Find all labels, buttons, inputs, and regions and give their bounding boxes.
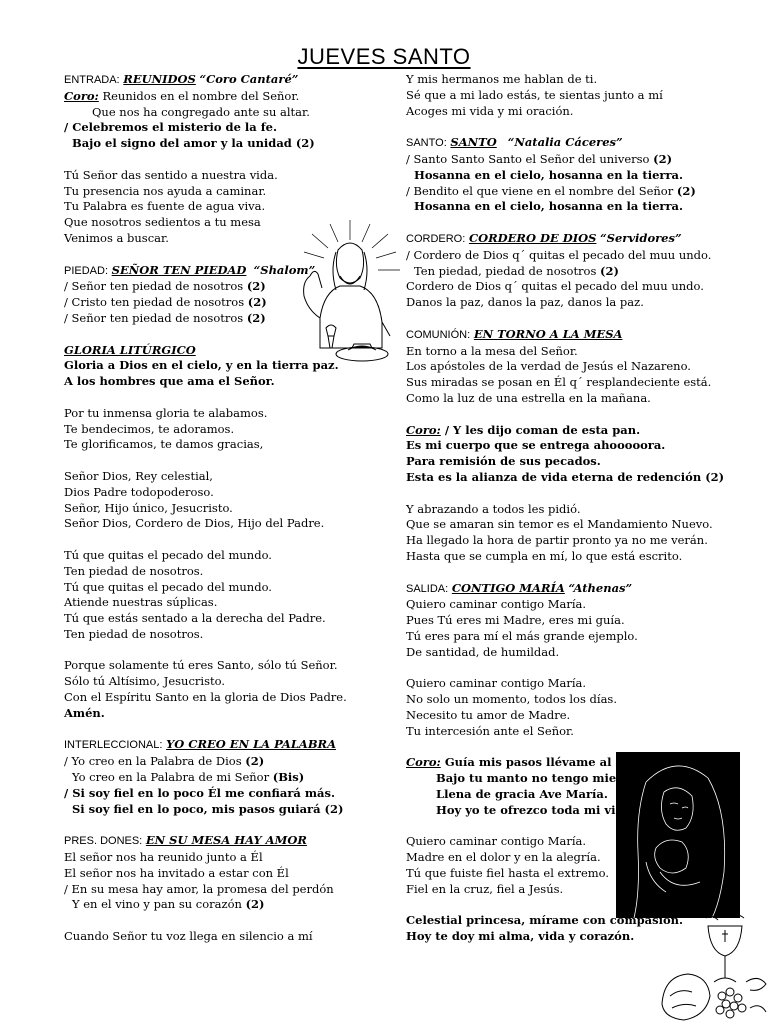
comunion-line: Los apóstoles de la verdad de Jesús el Nazareno.	[406, 359, 691, 374]
salida-line: No solo un momento, todos los días.	[406, 692, 617, 707]
entrada-line: Bajo el signo del amor y la unidad (2)	[72, 136, 315, 151]
gloria-line: Atiende nuestras súplicas.	[64, 595, 218, 610]
left-column	[64, 72, 364, 945]
dones-line: El señor nos ha invitado a estar con Él	[64, 865, 289, 880]
gloria-line: Ten piedad de nosotros.	[64, 626, 204, 641]
jesus-eucharist-illustration	[290, 218, 410, 368]
santo-heading: SANTO: SANTO “Natalia Cáceres”	[406, 135, 623, 150]
gloria-line: Por tu inmensa gloria te alabamos.	[64, 405, 268, 420]
comunion-heading: COMUNIÓN: EN TORNO A LA MESA	[406, 326, 623, 341]
gloria-line: Señor Dios, Cordero de Dios, Hijo del Padre.	[64, 516, 325, 531]
gloria-line: Dios Padre todopoderoso.	[64, 484, 214, 499]
entrada-heading: ENTRADA: REUNIDOS “Coro Cantaré”	[64, 72, 299, 86]
santo-line: / Bendito el que viene en el nombre del Señor (2)	[406, 183, 696, 198]
entrada-verse-line: Tu Palabra es fuente de agua viva.	[64, 199, 266, 214]
cordero-line: Ten piedad, piedad de nosotros (2)	[414, 263, 619, 278]
comunion-coro-line: Es mi cuerpo que se entrega ahooooora.	[406, 438, 666, 453]
salida-final-line: Celestial princesa, mírame con compasión.	[406, 913, 683, 928]
interleccional-line: / Yo creo en la Palabra de Dios (2)	[64, 754, 265, 769]
salida-line: Fiel en la cruz, fiel a Jesús.	[406, 881, 564, 896]
piedad-heading: PIEDAD: SEÑOR TEN PIEDAD “Shalom”	[64, 262, 316, 277]
interleccional-heading: INTERLECCIONAL: YO CREO EN LA PALABRA	[64, 737, 337, 752]
salida-line: Tú que fuiste fiel hasta el extremo.	[406, 865, 610, 880]
dones-cont-line: Sé que a mi lado estás, te sientas junto a mí	[406, 87, 663, 102]
gloria-line: Te glorificamos, te damos gracias,	[64, 437, 264, 452]
cordero-line: Danos la paz, danos la paz, danos la paz.	[406, 295, 644, 310]
dones-line: Cuando Señor tu voz llega en silencio a mí	[64, 929, 313, 944]
entrada-line: Que nos ha congregado ante su altar.	[92, 104, 310, 119]
salida-coro: Coro: Guía mis pasos llévame al cielo	[406, 755, 647, 770]
gloria-line: Tú que quitas el pecado del mundo.	[64, 579, 272, 594]
comunion-coro-line: Esta es la alianza de vida eterna de redención (2)	[406, 469, 725, 484]
comunion-line: Que se amaran sin temor es el Mandamiento Nuevo.	[406, 517, 713, 532]
salida-final-line: Hoy te doy mi alma, vida y corazón.	[406, 929, 635, 944]
gloria-line: Tú que quitas el pecado del mundo.	[64, 547, 272, 562]
piedad-line: / Cristo ten piedad de nosotros (2)	[64, 295, 267, 310]
gloria-line: Señor, Hijo único, Jesucristo.	[64, 500, 233, 515]
comunion-line: Ha llegado la hora de partir pronto ya no me verán.	[406, 533, 708, 548]
salida-line: Pues Tú eres mi Madre, eres mi guía.	[406, 613, 625, 628]
comunion-line: En torno a la mesa del Señor.	[406, 343, 578, 358]
dones-cont-line: Acoges mi vida y mi oración.	[406, 103, 574, 118]
salida-line: Quiero caminar contigo María.	[406, 597, 587, 612]
cordero-line: / Cordero de Dios q´ quitas el pecado del muu undo.	[406, 247, 712, 262]
dones-cont-line: Y mis hermanos me hablan de ti.	[406, 72, 598, 86]
santo-line: Hosanna en el cielo, hosanna en la tierra.	[414, 199, 683, 214]
salida-coro-line: Llena de gracia Ave María.	[436, 786, 608, 801]
entrada-verse-line: Que nosotros sedientos a tu mesa	[64, 215, 261, 230]
page-title: JUEVES SANTO	[297, 44, 471, 69]
cordero-heading: CORDERO: CORDERO DE DIOS “Servidores”	[406, 230, 682, 245]
salida-line: Tú eres para mí el más grande ejemplo.	[406, 628, 638, 643]
dones-heading: PRES. DONES: EN SU MESA HAY AMOR	[64, 833, 307, 848]
gloria-line: Ten piedad de nosotros.	[64, 563, 204, 578]
entrada-line: / Celebremos el misterio de la fe.	[64, 120, 277, 135]
entrada-verse-line: Tú Señor das sentido a nuestra vida.	[64, 167, 278, 182]
gloria-line: Porque solamente tú eres Santo, sólo tú Señor.	[64, 658, 338, 673]
cordero-line: Cordero de Dios q´ quitas el pecado del muu undo.	[406, 279, 704, 294]
santo-line: / Santo Santo Santo el Señor del universo (2)	[406, 151, 673, 166]
interleccional-line: Si soy fiel en lo poco, mis pasos guiará (2)	[72, 801, 344, 816]
salida-heading: SALIDA: CONTIGO MARÍA “Athenas”	[406, 580, 633, 595]
comunion-line: Como la luz de una estrella en la mañana.	[406, 390, 651, 405]
comunion-coro: Coro: / Y les dijo coman de esta pan.	[406, 422, 641, 437]
salida-line: Tu intercesión ante el Señor.	[406, 723, 574, 738]
salida-line: De santidad, de humildad.	[406, 644, 560, 659]
entrada-verse-line: Tu presencia nos ayuda a caminar.	[64, 183, 267, 198]
gloria-line: Te bendecimos, te adoramos.	[64, 421, 235, 436]
chalice-bread-illustration	[660, 912, 768, 1024]
dones-line: El señor nos ha reunido junto a Él	[64, 850, 263, 865]
comunion-line: Y abrazando a todos les pidió.	[406, 501, 581, 516]
gloria-amen: Amén.	[64, 705, 105, 720]
gloria-heading: GLORIA LITÚRGICO	[64, 342, 196, 357]
salida-line: Quiero caminar contigo María.	[406, 834, 587, 849]
gloria-line: Con el Espíritu Santo en la gloria de Dios Padre.	[64, 690, 347, 705]
gloria-line: A los hombres que ama el Señor.	[64, 374, 275, 389]
comunion-line: Hasta que se cumpla en mí, lo que está escrito.	[406, 548, 683, 563]
comunion-line: Sus miradas se posan en Él q´ resplandeciente está.	[406, 375, 712, 390]
salida-line: Madre en el dolor y en la alegría.	[406, 850, 601, 865]
entrada-verse-line: Venimos a buscar.	[64, 230, 169, 245]
gloria-line: Tú que estás sentado a la derecha del Padre.	[64, 611, 326, 626]
salida-line: Quiero caminar contigo María.	[406, 676, 587, 691]
interleccional-line: / Si soy fiel en lo poco Él me confiará más.	[64, 785, 335, 800]
salida-line: Necesito tu amor de Madre.	[406, 707, 571, 722]
santo-line: Hosanna en el cielo, hosanna en la tierra.	[414, 167, 683, 182]
interleccional-line: Yo creo en la Palabra de mi Señor (Bis)	[72, 770, 305, 785]
piedad-line: / Señor ten piedad de nosotros (2)	[64, 279, 266, 294]
salida-coro-line: Hoy yo te ofrezco toda mi vida.	[436, 802, 635, 817]
mary-child-illustration	[616, 752, 740, 918]
gloria-line: Sólo tú Altísimo, Jesucristo.	[64, 674, 225, 689]
comunion-coro-line: Para remisión de sus pecados.	[406, 454, 601, 469]
gloria-line: Gloria a Dios en el cielo, y en la tierra paz.	[64, 358, 339, 373]
piedad-line: / Señor ten piedad de nosotros (2)	[64, 310, 266, 325]
gloria-line: Señor Dios, Rey celestial,	[64, 468, 213, 483]
dones-line: Y en el vino y pan su corazón (2)	[72, 897, 265, 912]
dones-line: / En su mesa hay amor, la promesa del perdón	[64, 881, 334, 896]
salida-coro-line: Bajo tu manto no tengo miedo	[436, 771, 632, 786]
entrada-coro: Coro: Reunidos en el nombre del Señor.	[64, 88, 300, 103]
